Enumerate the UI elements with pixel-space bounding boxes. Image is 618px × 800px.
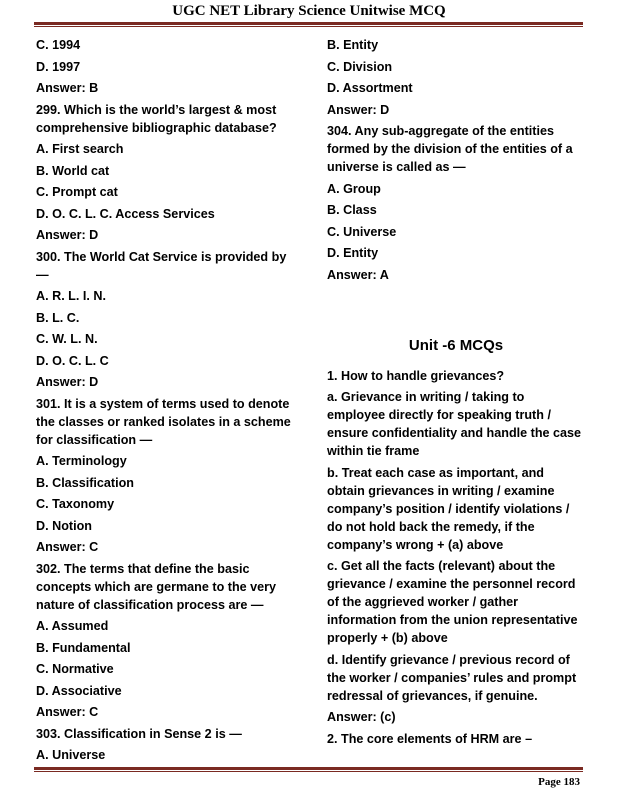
footer-rule-thick: [34, 767, 583, 770]
text-line: a. Grievance in writing / taking to employee directly for speaking truth / ensure confidentiality and handle the case within tie frame: [327, 390, 582, 458]
text-line: D. O. C. L. C. Access Services: [36, 206, 215, 221]
header-rule-thick: [34, 22, 583, 25]
text-line: 302. The terms that define the basic concepts which are germane to the very nature of classification process are —: [36, 561, 277, 612]
right-column: [327, 36, 585, 751]
page-number: Page 183: [538, 776, 580, 788]
page-header: UGC NET Library Science Unitwise MCQ: [172, 3, 446, 19]
text-line: B. Class: [327, 203, 377, 217]
text-line: D. O. C. L. C: [36, 353, 109, 368]
right-column-bottom: [327, 367, 585, 748]
text-line: Answer: C: [36, 540, 99, 554]
text-line: 300. The World Cat Service is provided by —: [36, 249, 287, 282]
text-line: C. W. L. N.: [36, 332, 98, 346]
text-line: Answer: (c): [327, 710, 396, 724]
section-heading: Unit -6 MCQs: [408, 336, 504, 354]
text-line: D. Associative: [36, 683, 122, 698]
text-line: C. Universe: [327, 224, 397, 239]
text-line: 304. Any sub-aggregate of the entities formed by the division of the entities of a universe is called as —: [327, 124, 573, 174]
text-line: C. Taxonomy: [36, 497, 115, 511]
text-line: B. Entity: [327, 38, 379, 52]
text-line: Answer: B: [36, 81, 99, 95]
text-line: b. Treat each case as important, and obtain grievances in writing / examine company’s position / identify violations / do not hold back the remedy, if the company’s wrong + (a) above: [327, 465, 570, 552]
text-line: A. Universe: [36, 748, 106, 762]
text-line: D. Notion: [36, 518, 92, 533]
text-line: C. Prompt cat: [36, 185, 118, 199]
header-rule-thin: [34, 26, 583, 27]
text-line: Answer: A: [327, 267, 389, 282]
footer-rule-thin: [34, 771, 583, 772]
text-line: A. First search: [36, 142, 124, 156]
text-line: Answer: C: [36, 705, 99, 719]
text-line: Answer: D: [36, 375, 99, 389]
text-line: C. Normative: [36, 662, 114, 676]
text-line: B. World cat: [36, 163, 110, 178]
text-line: C. 1994: [36, 38, 81, 52]
text-line: A. Group: [327, 181, 381, 196]
text-line: D. Assortment: [327, 81, 413, 95]
text-line: c. Get all the facts (relevant) about the grievance / examine the personnel record of the aggrieved worker / gather information from the union representative properly + (b) above: [327, 559, 578, 645]
text-line: 301. It is a system of terms used to denote the classes or ranked isolates in a scheme for classification —: [36, 396, 291, 447]
text-line: D. 1997: [36, 59, 81, 74]
text-line: 1. How to handle grievances?: [327, 368, 505, 383]
right-column-top: [327, 36, 585, 284]
text-line: B. Classification: [36, 475, 134, 490]
text-line: B. L. C.: [36, 310, 80, 325]
text-line: 303. Classification in Sense 2 is —: [36, 726, 242, 741]
text-line: Answer: D: [327, 102, 390, 117]
text-line: A. R. L. I. N.: [36, 289, 106, 303]
text-line: 2. The core elements of HRM are –: [327, 731, 533, 746]
text-line: A. Assumed: [36, 619, 109, 633]
text-line: d. Identify grievance / previous record of the worker / companies’ rules and prompt redressal of grievances, if genuine.: [327, 652, 577, 703]
text-line: A. Terminology: [36, 454, 127, 468]
text-line: 299. Which is the world’s largest & most comprehensive bibliographic database?: [36, 102, 277, 135]
text-line: C. Division: [327, 59, 393, 74]
text-line: B. Fundamental: [36, 640, 131, 655]
text-line: Answer: D: [36, 228, 99, 242]
left-column: [36, 36, 292, 768]
text-line: D. Entity: [327, 246, 379, 260]
